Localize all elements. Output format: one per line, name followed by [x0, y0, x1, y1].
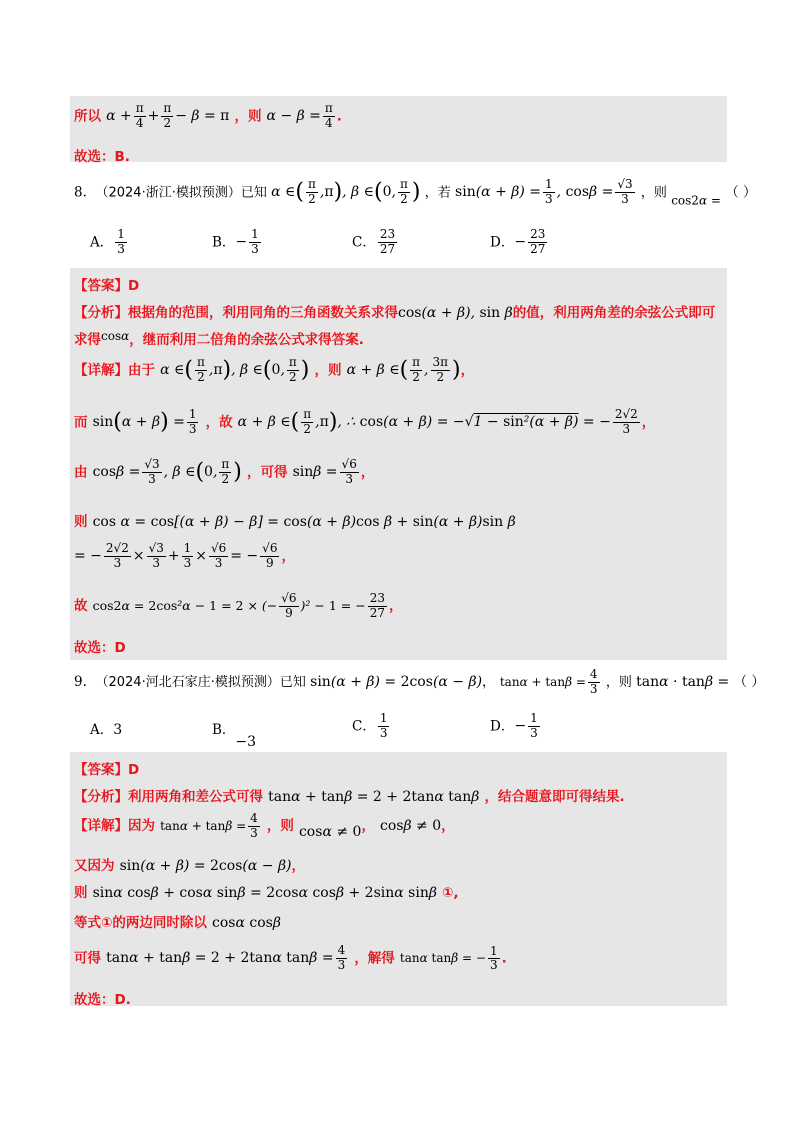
- top-equation-1: α + $\frac{\pi}{4}$ + $\frac{\pi}{2}$ − β = π: [106, 101, 230, 130]
- q9-choose: 故选：D.: [74, 992, 131, 1008]
- q8-detail-line-4: 则 cos α = cos[(α + β) − β] = cos(α + β)cos β + sin(α + β)sin β: [74, 514, 516, 530]
- q8-analysis-line-2: 求得$^{cos\alpha}$，继而利用二倍角的余弦公式求得答案.: [74, 329, 364, 348]
- q9-analysis: 【分析】利用两角和差公式可得 tanα + tanβ = 2 + 2tanα tanβ ，结合题意即可得结果.: [74, 789, 625, 805]
- q8-option-c: C． $\frac{23}{27}$: [352, 227, 396, 256]
- q8-condition-2: sin(α + β) = $\frac{1}{3}$ , cosβ = $\frac{√3}{3}$: [455, 177, 633, 206]
- q9-answer: 【答案】D: [74, 762, 140, 778]
- q8-ask: cos2α =: [671, 193, 721, 208]
- q8-detail-line-3: 由 cosβ = $\frac{√3}{3}$ , β ∈(0, $\frac{\pi}{2}$ ) ，可得 sinβ = $\frac{√6}{3}$ ，: [74, 457, 375, 486]
- q9-condition: sin(α + β) = 2cos(α − β): [310, 673, 483, 690]
- q8-detail-line-6: 故 cos2α = 2cos²α − 1 = 2 × (− $\frac{√6}{9}$ )² − 1 = − $\frac{23}{27}$ ，: [74, 591, 403, 620]
- q8-option-a: A． $\frac{1}{3}$: [90, 227, 125, 256]
- q8-choose: 故选：D: [74, 640, 126, 656]
- q9-ask: tanα · tanβ =: [636, 673, 730, 690]
- q9-stem: 9. （2024·河北石家庄·模拟预测）已知 sin(α + β) = 2cos(α − β)， tanα + tanβ = $\frac{4}{3}$ ，则 tanα · tanβ = （ ）: [74, 667, 765, 696]
- q9-option-b: B．−3: [212, 722, 257, 750]
- q8-analysis-line-1: 【分析】根据角的范围，利用同角的三角函数关系求得cos(α + β), sin β的值，利用两角差的余弦公式即可: [74, 305, 716, 321]
- q8-answer: 【答案】D: [74, 278, 140, 294]
- q8-condition: α ∈( $\frac{\pi}{2}$ ,π), β ∈(0, $\frac{\pi}{2}$ ): [271, 177, 421, 206]
- q9-detail-line-1: 【详解】因为 tanα + tanβ = $\frac{4}{3}$ ，则 cosα ≠ 0， cosβ ≠ 0，: [74, 811, 455, 840]
- q8-option-d: D．− $\frac{23}{27}$: [490, 227, 546, 256]
- q9-detail-line-3: 则 sinα cosβ + cosα sinβ = 2cosα cosβ + 2sinα sinβ ①,: [74, 885, 459, 901]
- q8-detail-line-1: 【详解】由于 α ∈( $\frac{\pi}{2}$ ,π), β ∈(0, $\frac{\pi}{2}$ ) ，则 α + β ∈( $\frac{\pi}{2}$ , $\frac{3\pi}{2}$ )，: [74, 355, 475, 384]
- q8-option-b: B．− $\frac{1}{3}$: [212, 227, 259, 256]
- q9-detail-line-4: 等式①的两边同时除以 cosα cosβ: [74, 915, 281, 931]
- q9-option-d: D．− $\frac{1}{3}$: [490, 711, 538, 740]
- q8-stem: 8. （2024·浙江·模拟预测）已知 α ∈( $\frac{\pi}{2}$ ,π), β ∈(0, $\frac{\pi}{2}$ ) ，若 sin(α + β) = $\frac{1}{3}$ , cosβ = $\frac{√3}{3}$ ，则 cos2α = （ ）: [74, 177, 757, 208]
- top-line-1: 所以 α + $\frac{\pi}{4}$ + $\frac{\pi}{2}$ − β = π ，则 α − β = $\frac{\pi}{4}$ .: [74, 101, 342, 130]
- q9-detail-line-5: 可得 tanα + tanβ = 2 + 2tanα tanβ = $\frac{4}{3}$ ，解得 tanα tanβ = − $\frac{1}{3}$ .: [74, 943, 507, 973]
- q9-option-a: A．3: [90, 722, 123, 738]
- q9-condition-2: tanα + tanβ = $\frac{4}{3}$: [499, 667, 598, 696]
- q8-detail-line-2: 而 sin(α + β) = $\frac{1}{3}$ ，故 α + β ∈( $\frac{\pi}{2}$ ,π), ∴ cos(α + β) = −√1 − sin²(α + β) = − $\frac{2√2}{3}$ ，: [74, 407, 656, 436]
- q8-detail-line-5: = − $\frac{2√2}{3}$ × $\frac{√3}{3}$ + $\frac{1}{3}$ × $\frac{√6}{3}$ = − $\frac{√6}{9}$ ，: [74, 541, 295, 570]
- top-equation-2: α − β = $\frac{\pi}{4}$: [266, 101, 333, 130]
- q9-detail-line-2: 又因为 sin(α + β) = 2cos(α − β)，: [74, 858, 305, 874]
- top-choose: 故选：B.: [74, 149, 130, 165]
- q9-option-c: C． $\frac{1}{3}$: [352, 711, 388, 740]
